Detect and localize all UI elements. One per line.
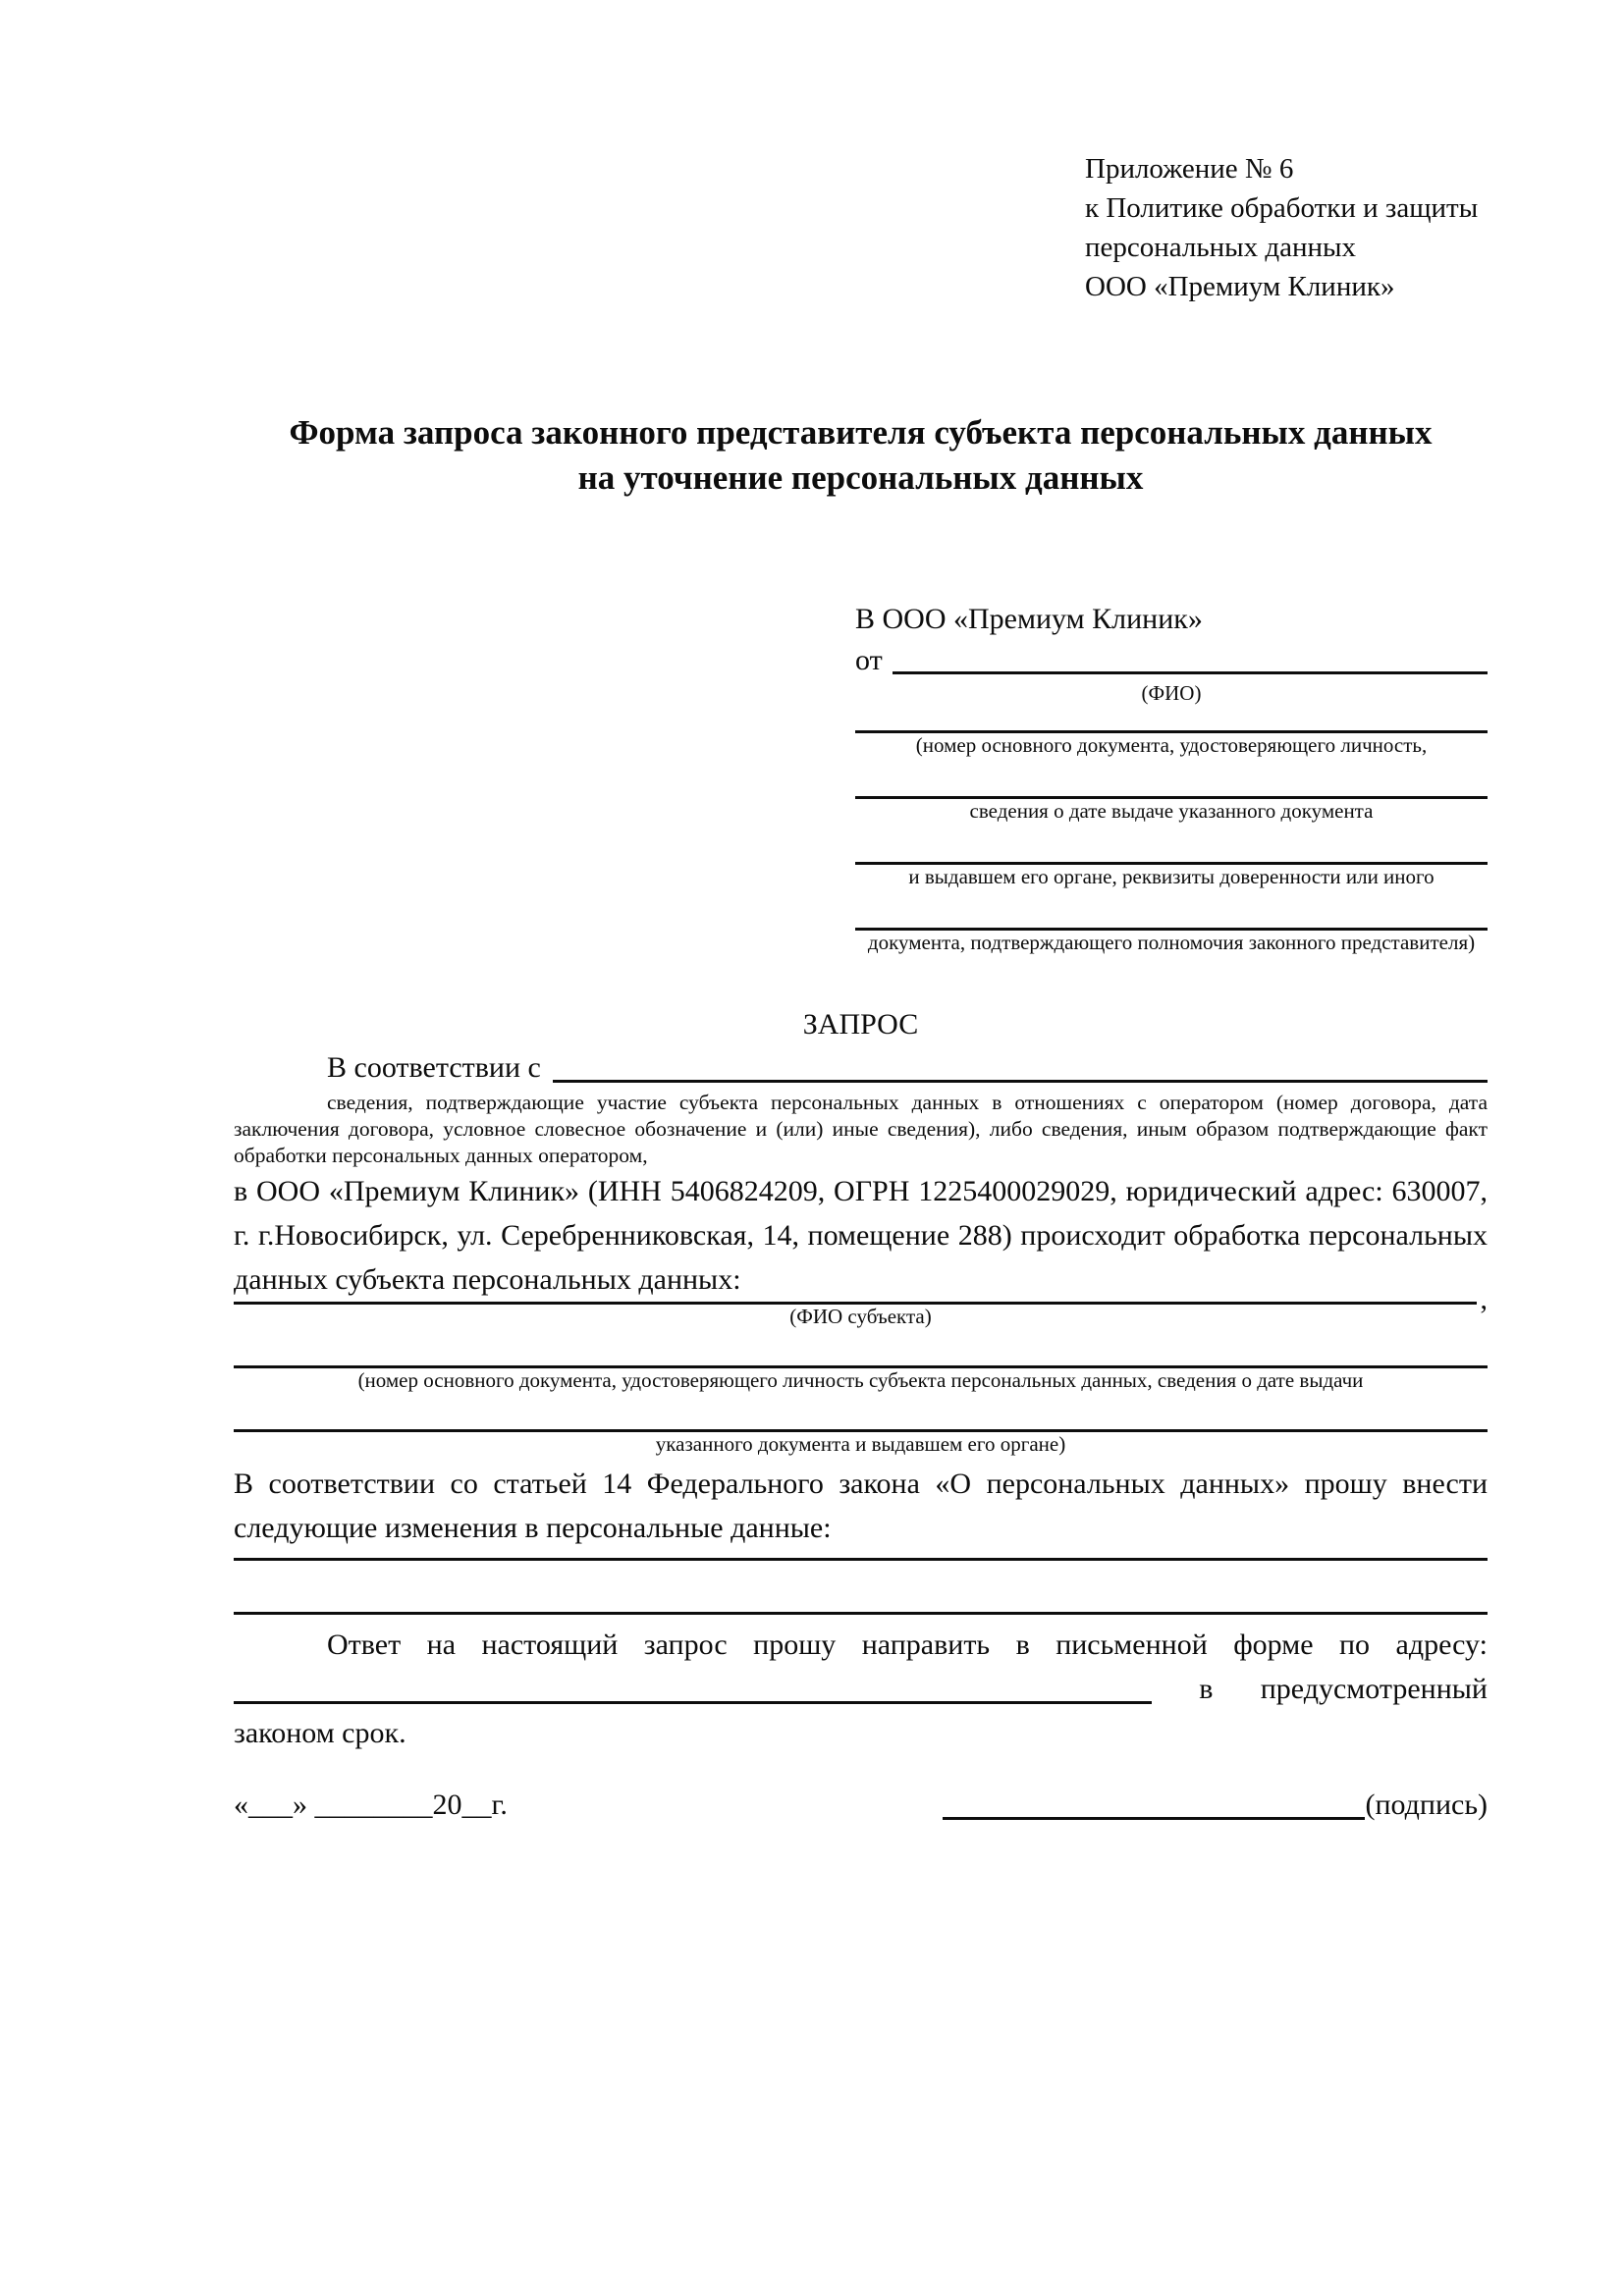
doc-blank-line [855,705,1488,733]
annex-line: ООО «Премиум Клиник» [1085,271,1395,302]
intro-caption: сведения, подтверждающие участие субъекта персональных данных в отношениях с оператором (номер договора, дата заключения договора, условное словесное обозначение и (или) иные сведения), либо сведения, иным образом подтверждающие факт обработки персональных данных оператором, [234,1091,1488,1167]
addressee-block [855,599,1488,954]
subject-doc-caption: указанного документа и выдавшем его органе) [655,1432,1066,1456]
doc-caption: документа, подтверждающего полномочия законного представителя) [867,931,1476,954]
subject-fio-comma: , [1480,1283,1488,1315]
doc-caption: сведения о дате выдаче указанного документа [969,799,1374,823]
addressee-from-row [855,640,1488,681]
document-title-line1: Форма запроса законного представителя субъекта персональных данных [289,413,1433,452]
subject-doc-blank-line [234,1392,1488,1432]
subject-doc-caption: (номер основного документа, удостоверяющего личность субъекта персональных данных, сведения о дате выдачи [357,1368,1364,1392]
doc-blank-line [855,888,1488,931]
doc-blank-line [855,757,1488,799]
answer-word: предусмотренный [1260,1673,1488,1705]
signature-block [943,1783,1488,1827]
doc-caption: и выдавшем его органе, реквизиты доверенности или иного [908,865,1435,888]
date-placeholder: «___» ________20__г. [234,1789,508,1821]
changes-blank-line [234,1561,1488,1615]
doc-blank-line [855,823,1488,865]
answer-line1: Ответ на настоящий запрос прошу направить в письменной форме по адресу: [327,1629,1488,1661]
subject-doc-blank-line [234,1328,1488,1368]
intro-blank-line [553,1080,1488,1083]
document-title-line2: на уточнение персональных данных [577,458,1144,497]
annex-line: Приложение № 6 [1085,153,1294,185]
operator-paragraph: в ООО «Премиум Клиник» (ИНН 5406824209, ОГРН 1225400029029, юридический адрес: 630007, г. г.Новосибирск, ул. Серебренниковская, 14, помещение 288) происходит обработка персональных данных субъекта персональных данных: [234,1175,1488,1296]
fio-caption: (ФИО) [1141,681,1202,705]
document-title [234,410,1488,501]
changes-blank-line [234,1550,1488,1561]
annex-line: к Политике обработки и защиты [1085,192,1479,224]
subject-fio-caption: (ФИО субъекта) [789,1305,932,1328]
intro-row [234,1046,1488,1090]
signature-blank-line [943,1817,1365,1820]
annex-block [1085,149,1488,306]
answer-word: в [1199,1673,1214,1705]
answer-line2 [234,1667,1488,1711]
address-blank-line [234,1701,1152,1704]
law-paragraph: В соответствии со статьей 14 Федерального закона «О персональных данных» прошу внести следующие изменения в персональные данные: [234,1468,1488,1544]
signature-caption: (подпись) [1365,1789,1488,1821]
fio-blank-line [893,671,1488,674]
answer-tail: законом срок. [234,1717,406,1749]
footer-row [234,1783,1488,1827]
intro-label: В соответствии с [327,1051,541,1084]
request-heading: ЗАПРОС [802,1008,919,1041]
from-label: от [855,644,883,676]
addressee-to: В ООО «Премиум Клиник» [855,603,1203,635]
annex-line: персональных данных [1085,232,1357,263]
doc-caption: (номер основного документа, удостоверяющего личность, [915,733,1428,757]
